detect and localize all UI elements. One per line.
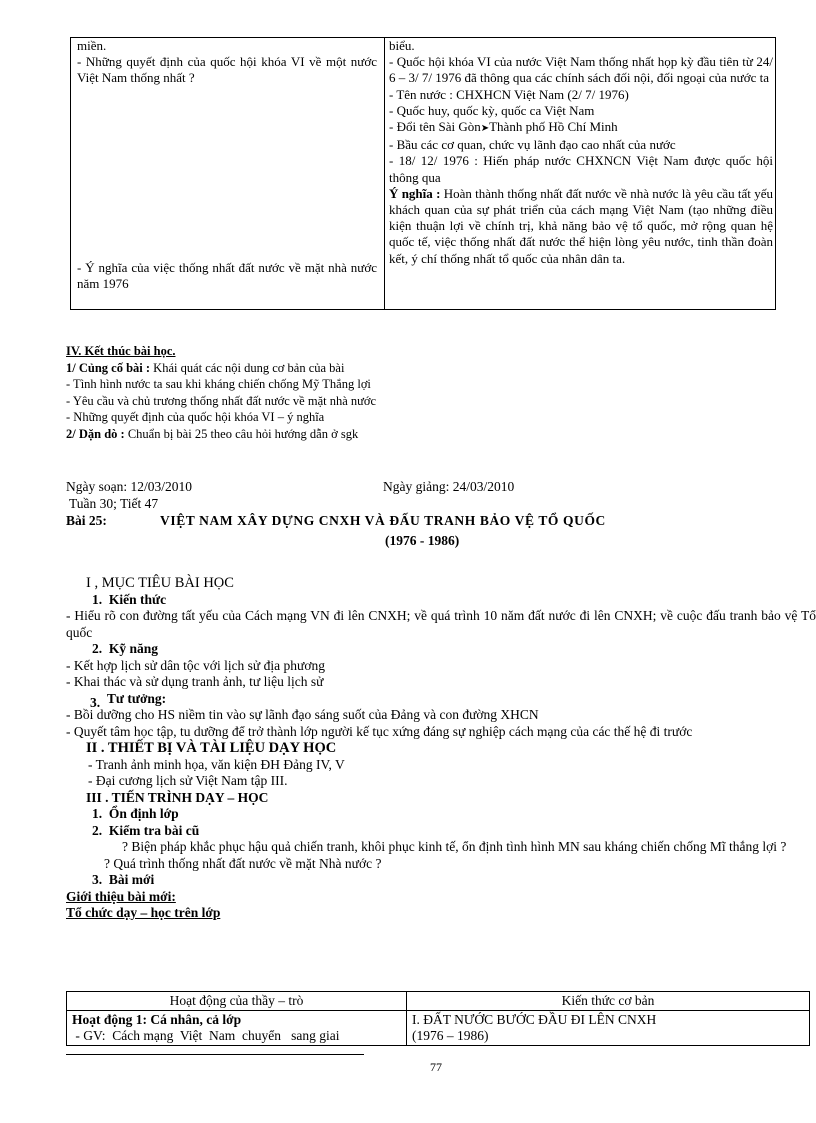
rename-prefix: - Đổi tên Sài Gòn [389, 119, 481, 135]
equipment-title: II . THIẾT BỊ VÀ TÀI LIỆU DẠY HỌC [86, 740, 337, 756]
summary-item: - Tình hình nước ta sau khi kháng chiến chống Mỹ Thắng lợi [66, 377, 371, 391]
step3-num: 3. [92, 872, 103, 887]
step1-num: 1. [92, 806, 103, 821]
organize-label: Tổ chức dạy – học trên lớp [66, 905, 221, 920]
equipment-item: - Đại cương lịch sử Việt Nam tập III. [88, 773, 288, 788]
week-period: Tuần 30; Tiết 47 [69, 496, 159, 511]
meaning-paragraph [389, 186, 773, 267]
knowledge-cell [407, 1011, 810, 1046]
review-question-2: ? Quá trình thống nhất đất nước về mặt Nhà nước ? [104, 855, 382, 871]
review-question-1: ? Biện pháp khắc phục hậu quả chiến tranh, khôi phục kinh tế, ổn định tình hình MN sau kháng chiến chống Mĩ thắng lợi ? [122, 839, 787, 854]
right-continuation: biểu. [389, 38, 415, 53]
knowledge-text: - Hiểu rõ con đường tất yếu của Cách mạng VN đi lên CNXH; về quá trình 10 năm đất nước đi lên CNXH; về cuộc đấu tranh bảo vệ Tổ quốc [66, 608, 816, 640]
top-table [70, 37, 776, 310]
page-number: 77 [430, 1060, 442, 1074]
skills-label: Kỹ năng [108, 641, 159, 656]
skills-num: 2. [92, 641, 103, 656]
section-conclusion [66, 343, 376, 442]
right-item: - Quốc huy, quốc kỳ, quốc ca Việt Nam [389, 102, 595, 118]
col-header-activity: Hoạt động của thầy – trò [67, 992, 407, 1011]
summary-item: - Những quyết định của quốc hội khóa VI – ý nghĩa [66, 410, 325, 424]
step1-label: Ổn định lớp [108, 806, 179, 821]
rename-line [389, 119, 773, 137]
lesson-label: Bài 25: [66, 513, 107, 528]
step3-label: Bài mới [108, 872, 155, 887]
meaning-label: Ý nghĩa : [389, 185, 441, 201]
intro-label: Giới thiệu bài mới: [66, 888, 176, 904]
section4-title: IV. Kết thúc bài học. [66, 344, 176, 358]
right-item: - Bầu các cơ quan, chức vụ lãnh đạo cao nhất của nước [389, 137, 676, 153]
thought-label: Tư tưởng: [106, 690, 167, 706]
homework-label: 2/ Dặn dò : [66, 426, 125, 441]
knowledge-label: Kiến thức [108, 591, 167, 607]
prep-date: Ngày soạn: 12/03/2010 [66, 479, 192, 494]
activity-cell [67, 1011, 407, 1046]
right-column [389, 38, 773, 267]
meaning-text: Hoàn thành thống nhất đất nước về nhà nước là yêu cầu tất yếu khách quan của sự phát triển của cách mạng Việt Nam (tạo những điều kiện thuận lợi về chính trị, khả năng bảo vệ tổ quốc, mở rộng quan hệ quốc tế, việc thống nhất đất nước thể hiện lòng yêu nước, tinh thần đoàn kết, ý chí thống nhất tổ quốc của nhân dân ta. [389, 185, 773, 266]
homework-text: Chuẩn bị bài 25 theo câu hỏi hướng dẫn ở sgk [124, 426, 359, 441]
step2-num: 2. [92, 822, 103, 838]
equipment-item: - Tranh ảnh minh họa, văn kiện ĐH Đảng IV, V [88, 756, 345, 772]
activity-table [66, 991, 810, 1046]
process-title: III . TIẾN TRÌNH DẠY – HỌC [86, 789, 269, 805]
thought-item: - Bồi dưỡng cho HS niềm tin vào sự lãnh đạo sáng suốt của Đảng và con đường XHCN [66, 707, 539, 722]
step2-label: Kiểm tra bài cũ [108, 822, 200, 838]
activity-label: Hoạt động 1: Cá nhân, cả lớp [72, 1012, 242, 1027]
right-item: - Tên nước : CHXHCN Việt Nam (2/ 7/ 1976) [389, 86, 629, 102]
activity-text: - GV: Cách mạng Việt Nam chuyển sang giai [72, 1028, 340, 1043]
thought-num: 3. [90, 694, 101, 710]
right-item: - Quốc hội khóa VI của nước Việt Nam thống nhất họp kỳ đầu tiên từ 24/ 6 – 3/ 7/ 1976 đã thông qua các chính sách đối nội, đối ngoại của nước ta [389, 54, 773, 86]
knowledge-num: 1. [92, 591, 103, 607]
teach-date: Ngày giảng: 24/03/2010 [383, 479, 515, 494]
footnote-separator [66, 1054, 364, 1055]
thought-item: - Quyết tâm học tập, tu dưỡng để trở thành lớp người kế tục xứng đáng sự nghiệp cách mạng của các thế hệ đi trước [66, 723, 693, 739]
left-question-1: - Những quyết định của quốc hội khóa VI về một nước Việt Nam thống nhất ? [77, 54, 377, 85]
knowledge-line: I. ĐẤT NƯỚC BƯỚC ĐẦU ĐI LÊN CNXH [412, 1012, 657, 1027]
skill-item: - Khai thác và sử dụng tranh ảnh, tư liệu lịch sử [66, 674, 324, 689]
left-question-2: - Ý nghĩa của việc thống nhất đất nước về mặt nhà nước năm 1976 [77, 260, 377, 291]
lesson-body [66, 575, 816, 922]
objectives-title: I , MỤC TIÊU BÀI HỌC [86, 575, 234, 591]
col-header-knowledge: Kiến thức cơ bản [407, 992, 810, 1011]
consolidate-label: 1/ Củng cố bài : [66, 360, 151, 375]
knowledge-line: (1976 – 1986) [412, 1028, 489, 1043]
summary-item: - Yêu cầu và chủ trương thống nhất đất nước về mặt nhà nước [66, 393, 377, 408]
skill-item: - Kết hợp lịch sử dân tộc với lịch sử địa phương [66, 657, 325, 673]
lesson-years: (1976 - 1986) [385, 533, 460, 548]
right-item: - 18/ 12/ 1976 : Hiến pháp nước CHXNCN Việt Nam được quốc hội thông qua [389, 153, 773, 185]
table-row [67, 1011, 810, 1046]
consolidate-text: Khái quát các nội dung cơ bản của bài [150, 360, 345, 375]
table-divider [384, 38, 385, 309]
arrow-icon: ➤ [480, 123, 490, 135]
lesson-title: VIỆT NAM XÂY DỰNG CNXH VÀ ĐẤU TRANH BẢO VỆ TỔ QUỐC [160, 513, 606, 528]
rename-suffix: Thành phố Hồ Chí Minh [489, 119, 618, 135]
left-continuation: miền. [77, 38, 107, 53]
